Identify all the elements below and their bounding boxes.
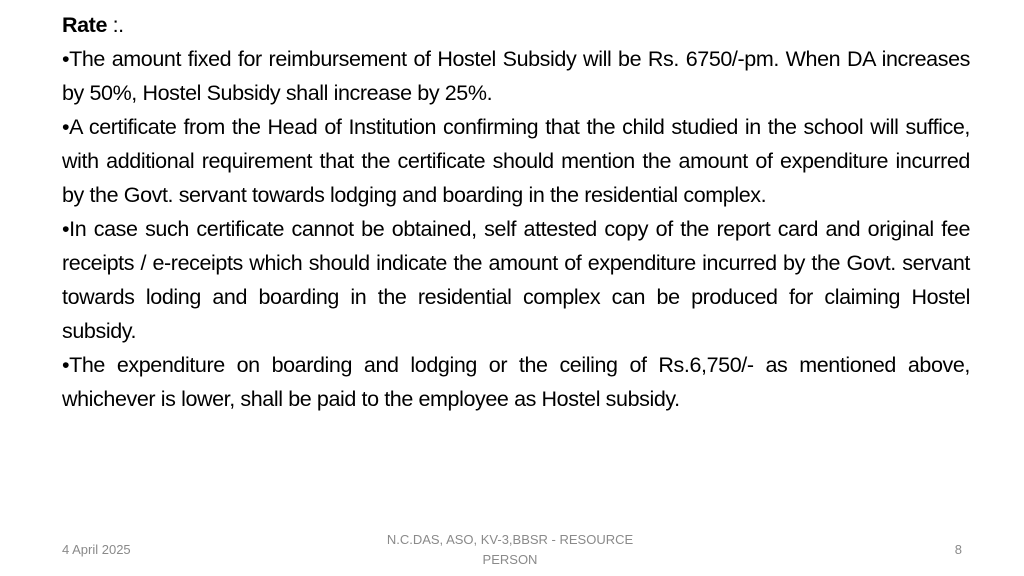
bullet-paragraph: •In case such certificate cannot be obtained, self attested copy of the report card and original fee receipts / e-receipts which should indicate the amount of expenditure incurred by the Govt. servant towards loding and boarding in the residential complex can be produced for claiming Hostel subsidy. bbox=[62, 217, 970, 343]
slide-number: 8 bbox=[954, 542, 962, 557]
bullet-paragraph: •The expenditure on boarding and lodging or the ceiling of Rs.6,750/- as mentioned above, whichever is lower, shall be paid to the employee as Hostel subsidy. bbox=[62, 353, 970, 411]
bullet-paragraph: •A certificate from the Head of Institution confirming that the child studied in the school will suffice, with additional requirement that the certificate should mention the amount of expenditure incurred by the Govt. servant towards lodging and boarding in the residential complex. bbox=[62, 115, 970, 207]
heading-suffix: :. bbox=[107, 13, 124, 37]
footer-date: 4 April 2025 bbox=[62, 542, 131, 557]
bullet-paragraph: •The amount fixed for reimbursement of Hostel Subsidy will be Rs. 6750/-pm. When DA increases by 50%, Hostel Subsidy shall increase by 25%. bbox=[62, 47, 970, 105]
footer-presenter: N.C.DAS, ASO, KV-3,BBSR - RESOURCE PERSON bbox=[386, 532, 634, 567]
heading-text: Rate bbox=[62, 13, 108, 37]
slide-content bbox=[62, 8, 970, 416]
slide-heading bbox=[62, 8, 970, 42]
